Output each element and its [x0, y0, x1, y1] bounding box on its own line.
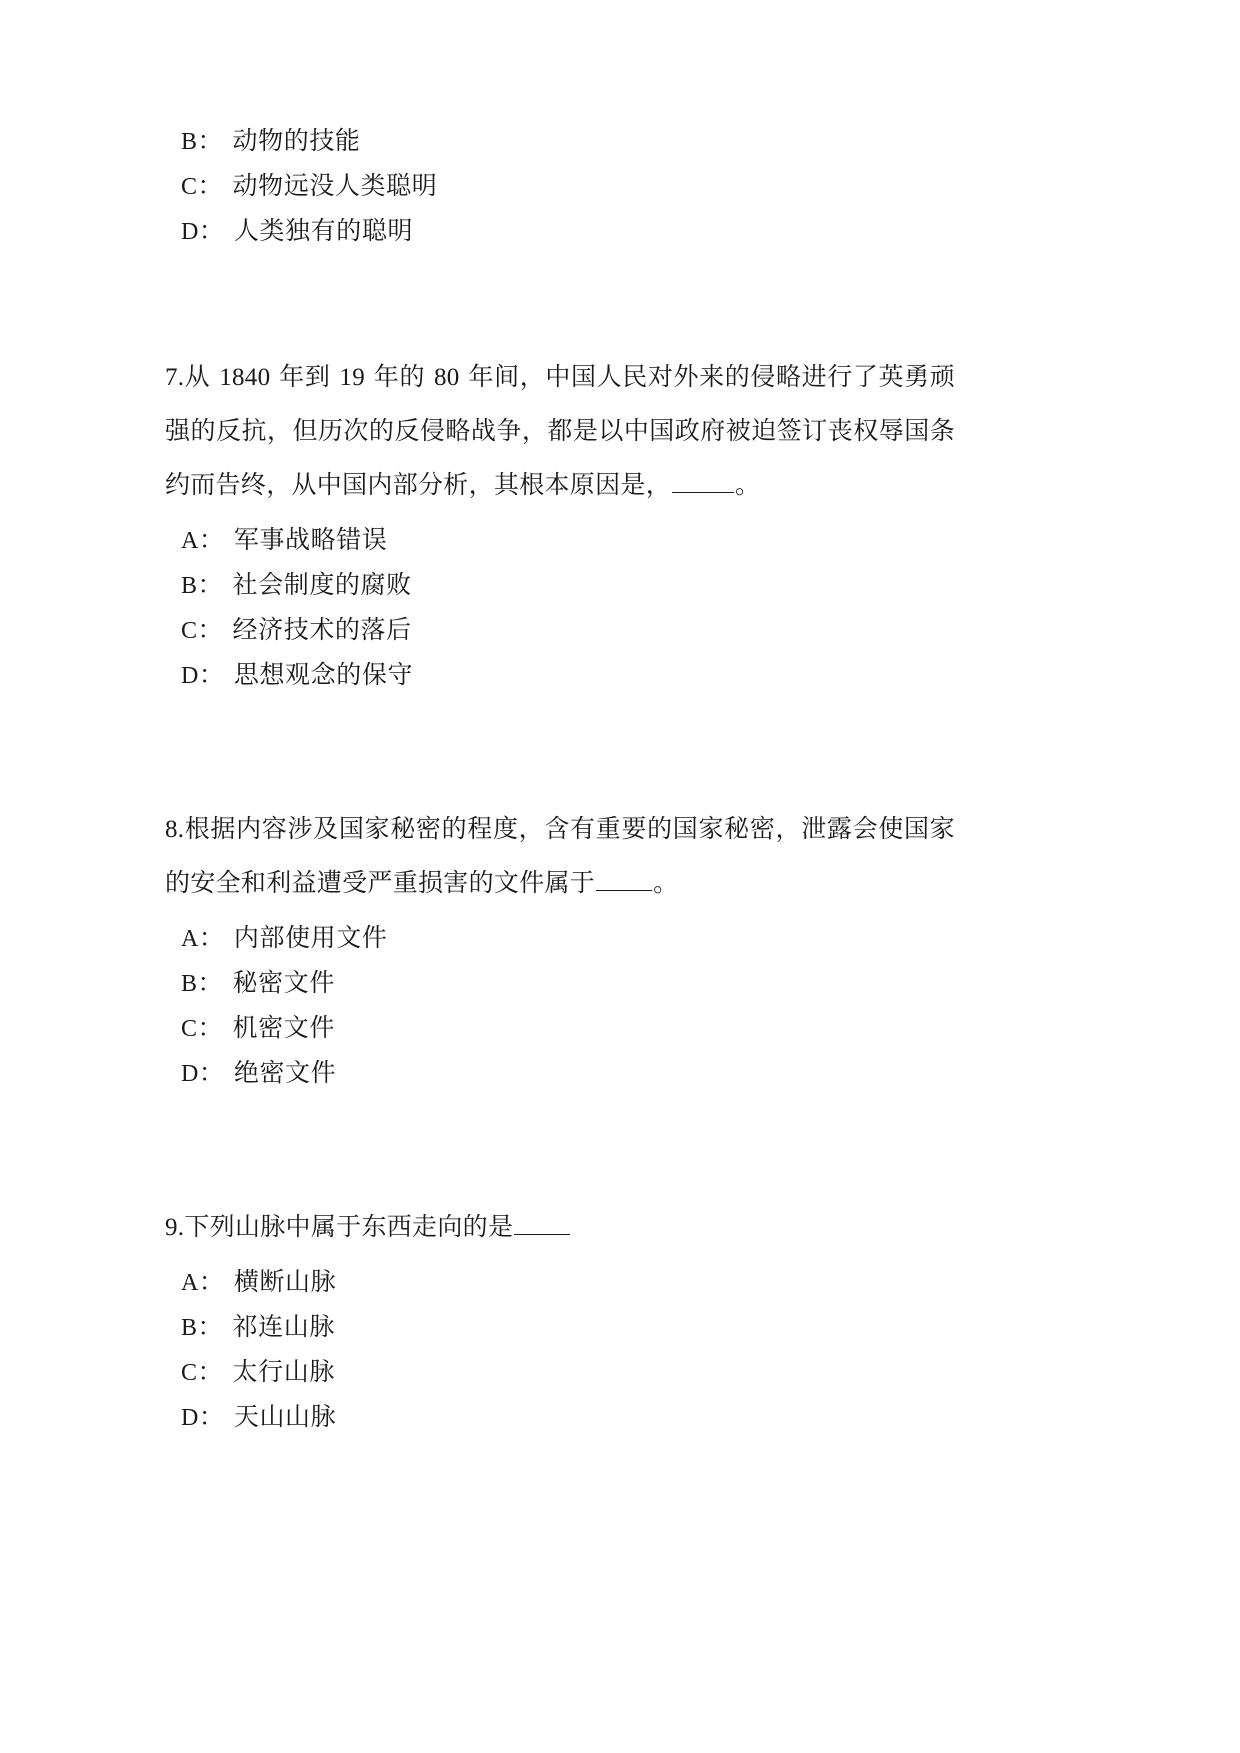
question-8: [165, 803, 955, 1096]
option-text: 军事战略错误: [233, 527, 388, 554]
option-separator: ：: [197, 617, 223, 644]
option-separator: ：: [198, 925, 224, 952]
block-spacer: [165, 699, 955, 803]
option-key: D: [181, 219, 199, 245]
option-text: 太行山脉: [232, 1359, 335, 1386]
question-8-stem: [165, 803, 955, 911]
option-text: 横断山脉: [233, 1269, 337, 1296]
stem-text-4: 年间，中国人民对外来的侵略进行了英勇顽强的反抗，但历次的反侵略战争，都是以中国政府被迫签订丧权辱国条约而告终，从中国内部分析，其根本原因是，: [165, 364, 955, 499]
option-text: 动物的技能: [232, 128, 361, 155]
option-item: [165, 120, 955, 164]
option-text: 动物远没人类聪明: [232, 173, 438, 200]
question-9: [165, 1201, 955, 1440]
option-item: [165, 1306, 955, 1350]
option-key: A: [181, 528, 199, 554]
stem-period: 。: [735, 472, 761, 499]
option-text: 秘密文件: [232, 970, 335, 997]
question-6-continued-options: [165, 120, 955, 254]
option-separator: ：: [198, 1060, 224, 1087]
option-item: [165, 564, 955, 608]
option-text: 思想观念的保守: [233, 662, 414, 689]
option-key: B: [181, 971, 198, 997]
option-key: C: [181, 1360, 198, 1386]
option-separator: ：: [198, 1404, 224, 1431]
option-key: B: [181, 573, 198, 599]
stem-text-3: 年的: [367, 364, 432, 391]
option-key: C: [181, 174, 198, 200]
option-item: [165, 1007, 955, 1051]
option-key: A: [181, 926, 199, 952]
option-separator: ：: [197, 1015, 223, 1042]
option-key: B: [181, 129, 198, 155]
option-item: [165, 1261, 955, 1305]
option-text: 天山山脉: [233, 1404, 337, 1431]
answer-blank: [672, 470, 734, 493]
option-item: [165, 1052, 955, 1096]
option-text: 社会制度的腐败: [232, 572, 412, 599]
option-item: [165, 962, 955, 1006]
option-text: 机密文件: [232, 1015, 335, 1042]
option-separator: ：: [198, 527, 224, 554]
option-item: [165, 210, 955, 254]
question-7-stem: [165, 351, 955, 513]
option-item: [165, 165, 955, 209]
page-content: [165, 120, 955, 1440]
question-8-options: [165, 917, 955, 1096]
stem-text-1: 根据内容涉及国家秘密的程度，含有重要的国家秘密，泄露会使国家的安全和利益遭受严重损害的文件属于: [165, 816, 955, 897]
question-7: [165, 351, 955, 698]
option-separator: ：: [198, 662, 224, 689]
option-item: [165, 1396, 955, 1440]
option-key: C: [181, 1016, 198, 1042]
option-text: 人类独有的聪明: [233, 218, 414, 245]
stem-year-19: 19: [339, 364, 365, 391]
stem-number-80: 80: [434, 364, 460, 391]
answer-blank: [596, 868, 652, 891]
stem-year-1840: 1840: [219, 364, 271, 391]
option-text: 内部使用文件: [233, 925, 388, 952]
option-key: D: [181, 1405, 199, 1431]
question-number: 7.: [165, 364, 185, 391]
option-separator: ：: [197, 1314, 223, 1341]
answer-blank: [514, 1212, 570, 1235]
option-key: C: [181, 618, 198, 644]
stem-period: 。: [653, 870, 679, 897]
question-number: 9.: [165, 1214, 185, 1241]
option-key: A: [181, 1270, 199, 1296]
option-item: [165, 609, 955, 653]
question-7-options: [165, 519, 955, 698]
stem-text-1: 下列山脉中属于东西走向的是: [184, 1214, 514, 1241]
option-text: 绝密文件: [233, 1060, 337, 1087]
question-9-stem: [165, 1201, 955, 1255]
question-number: 8.: [165, 816, 185, 843]
option-item: [165, 519, 955, 563]
option-key: D: [181, 1061, 199, 1087]
option-item: [165, 1351, 955, 1395]
option-separator: ：: [198, 1269, 224, 1296]
option-separator: ：: [197, 572, 223, 599]
option-separator: ：: [197, 1359, 223, 1386]
option-item: [165, 917, 955, 961]
stem-text-1: 从: [184, 364, 218, 391]
option-separator: ：: [197, 173, 223, 200]
option-separator: ：: [197, 128, 223, 155]
question-9-options: [165, 1261, 955, 1440]
option-separator: ：: [197, 970, 223, 997]
option-item: [165, 654, 955, 698]
block-spacer: [165, 255, 955, 351]
option-key: B: [181, 1315, 198, 1341]
option-key: D: [181, 663, 199, 689]
block-spacer: [165, 1097, 955, 1201]
option-text: 祁连山脉: [232, 1314, 335, 1341]
option-text: 经济技术的落后: [232, 617, 412, 644]
stem-text-2: 年到: [272, 364, 338, 391]
option-separator: ：: [198, 218, 224, 245]
